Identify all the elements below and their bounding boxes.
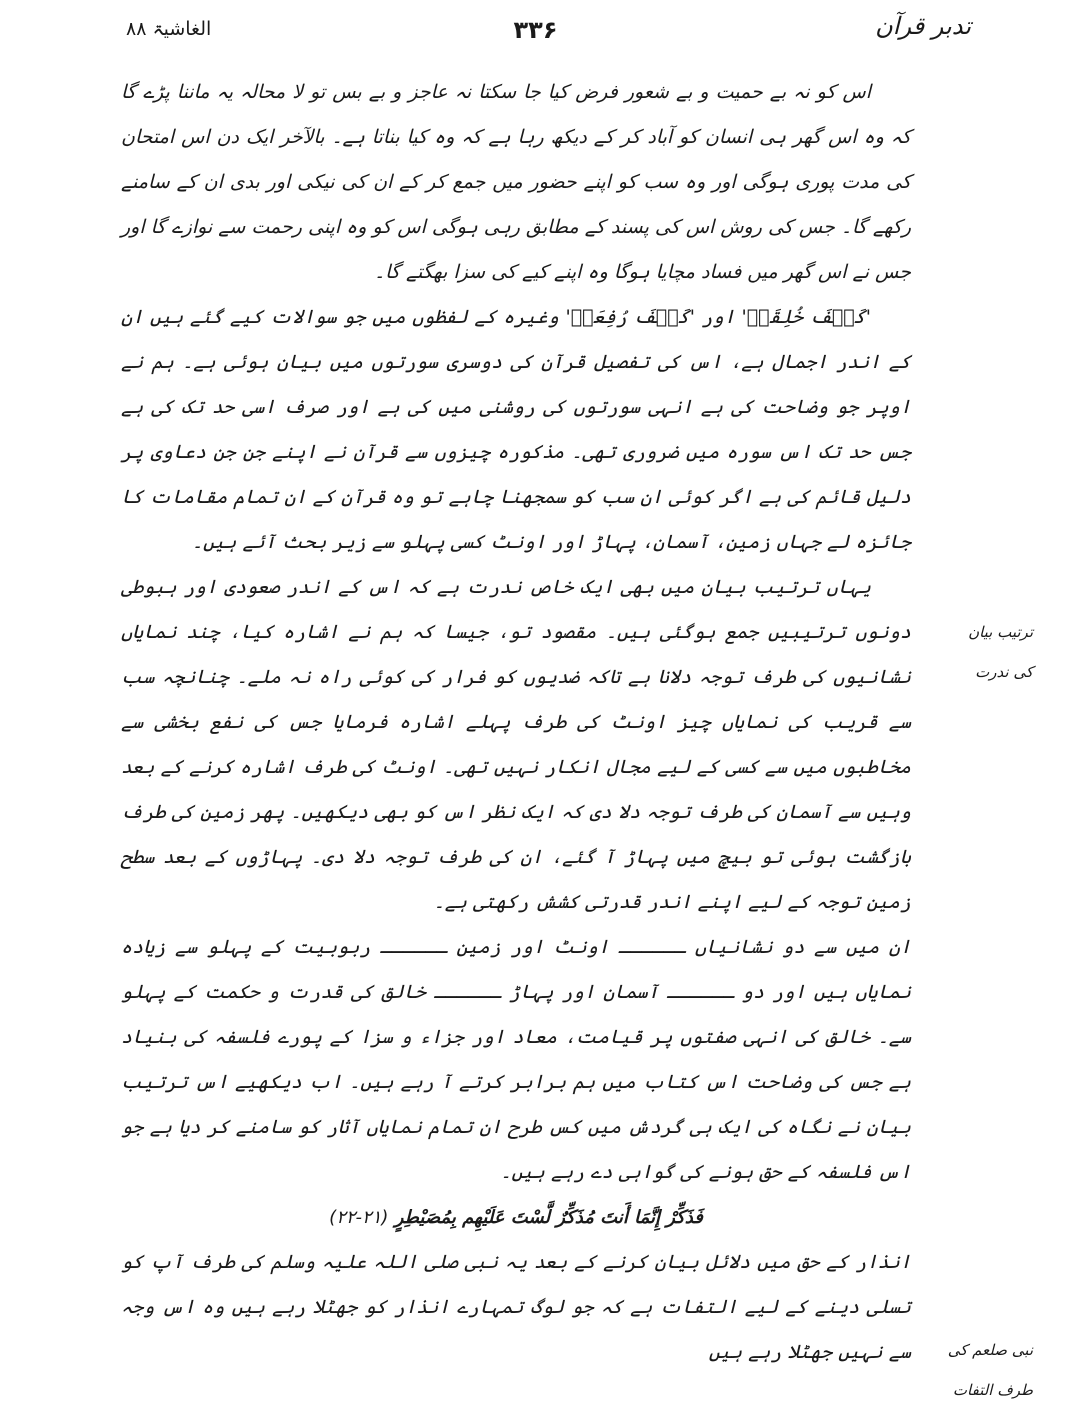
margin-note-line: نبی صلعم کی: [947, 1341, 1033, 1359]
margin-note-line: ترتیب بیان: [968, 623, 1033, 641]
verse-text: فَذَكِّرْ إِنَّمَا أَنتَ مُذَكِّرٌ لَّسْتَ عَلَيْهِم بِمُصَيْطِرٍ: [394, 1207, 703, 1228]
margin-note-order-of-statement: [923, 612, 1033, 692]
surah-reference: الغاشیۃ ۸۸: [126, 18, 212, 40]
margin-note-line: طرف التفات: [952, 1381, 1033, 1399]
page-number: ۳۳۶: [513, 16, 558, 44]
paragraph: 'کَیۡفَ خُلِقَتۡ' اور 'کَیۡفَ رُفِعَتۡ' وغیرہ کے لفظوں میں جو سوالات کیے گئے ہیں ان کے اندر اجمال ہے، اس کی تفصیل قرآن کی دوسری سورتوں میں بیان ہوئی ہے۔ ہم نے اوپر جو وضاحت کی ہے انہی سورتوں کی روشنی میں کی ہے اور صرف اسی حد تک کی ہے جس حد تک اس سورہ میں ضروری تھی۔ مذکورہ چیزوں سے قرآن نے اپنے جن جن دعاوی پر دلیل قائم کی ہے اگر کوئی ان سب کو سمجھنا چاہے تو وہ قرآن کے ان تمام مقامات کا جائزہ لے جہاں زمین، آسمان، پہاڑ اور اونٹ کسی پہلو سے زیر بحث آئے ہیں۔: [121, 306, 911, 553]
paragraph: انذار کے حق میں دلائل بیان کرنے کے بعد یہ نبی صلی اللہ علیہ وسلم کی طرف آپ کو تسلی دینے کے لیے التفات ہے کہ جو لوگ تمہارے انذار کو جھٹلا رہے ہیں وہ اس وجہ سے نہیں جھٹلا رہے ہیں: [121, 1251, 911, 1363]
paragraph: ان میں سے دو نشانیاں ــــــ اونٹ اور زمین ــــــ ربوبیت کے پہلو سے زیادہ نمایاں ہیں اور دو ــــــ آسمان اور پہاڑ ــــــ خالق کی قدرت و حکمت کے پہلو سے۔ خالق کی انہی صفتوں پر قیامت، معاد اور جزاء و سزا کے پورے فلسفہ کی بنیاد ہے جس کی وضاحت اس کتاب میں ہم برابر کرتے آ رہے ہیں۔ اب دیکھیے اس ترتیب بیان نے نگاہ کی ایک ہی گردش میں کس طرح ان تمام نمایاں آثار کو سامنے کر دیا ہے جو اس فلسفہ کے حق ہونے کی گواہی دے رہے ہیں۔: [121, 936, 911, 1183]
page-header: [110, 10, 971, 54]
quran-verse: [121, 1195, 911, 1240]
main-text-column: [121, 70, 911, 1375]
margin-note-address-to-prophet: [923, 1330, 1033, 1410]
verse-reference: (۲۱-۲۲): [329, 1207, 389, 1228]
paragraph: اس کو نہ بے حمیت و بے شعور فرض کیا جا سکتا نہ عاجز و بے بس تو لا محالہ یہ ماننا پڑے گا کہ وہ اس گھر ہی انسان کو آباد کر کے دیکھ رہا ہے کہ وہ کیا بناتا ہے۔ بالآخر ایک دن اس امتحان کی مدت پوری ہوگی اور وہ سب کو اپنے حضور میں جمع کر کے ان کی نیکی اور بدی ان کے سامنے رکھے گا۔ جس کی روش اس کی پسند کے مطابق رہی ہوگی اس کو وہ اپنی رحمت سے نوازے گا اور جس نے اس گھر میں فساد مچایا ہوگا وہ اپنے کیے کی سزا بھگتے گا۔: [121, 81, 911, 283]
book-title: تدبر قرآن: [875, 12, 971, 40]
paragraph: یہاں ترتیب بیان میں بھی ایک خاص ندرت ہے کہ اس کے اندر صعودی اور ہبوطی دونوں ترتیبیں جمع ہوگئی ہیں۔ مقصود تو، جیسا کہ ہم نے اشارہ کیا، چند نمایاں نشانیوں کی طرف توجہ دلانا ہے تاکہ ضدیوں کو فرار کی کوئی راہ نہ ملے۔ چنانچہ سب سے قریب کی نمایاں چیز اونٹ کی طرف پہلے اشارہ فرمایا جس کی نفع بخشی سے مخاطبوں میں سے کسی کے لیے مجال انکار نہیں تھی۔ اونٹ کی طرف اشارہ کرنے کے بعد وہیں سے آسمان کی طرف توجہ دلا دی کہ ایک نظر اس کو بھی دیکھیں۔ پھر زمین کی طرف بازگشت ہوئی تو بیچ میں پہاڑ آ گئے، ان کی طرف توجہ دلا دی۔ پہاڑوں کے بعد سطح زمین توجہ کے لیے اپنے اندر قدرتی کشش رکھتی ہے۔: [121, 576, 911, 913]
margin-note-line: کی ندرت: [975, 663, 1033, 681]
